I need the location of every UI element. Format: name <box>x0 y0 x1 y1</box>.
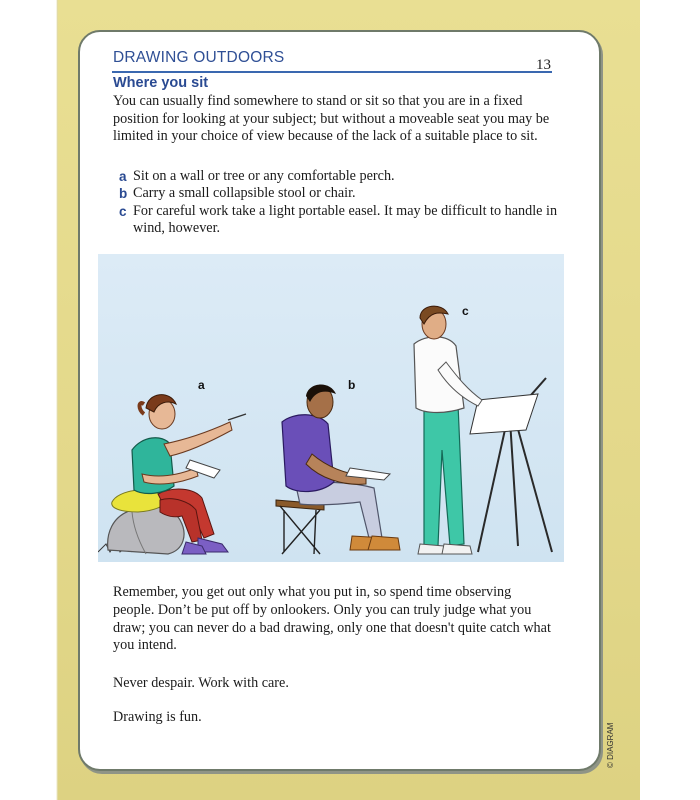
list-letter: a <box>119 169 127 184</box>
sitting-positions-illustration <box>98 254 564 562</box>
fun-line: Drawing is fun. <box>113 709 202 725</box>
intro-paragraph: You can usually find somewhere to stand or sit so that you are in a fixed position for looking at your subject; but without a moveable seat you may be limited in your choice of view because of the lack of a suitable place to sit. <box>113 93 550 145</box>
figure-label-b: b <box>348 378 356 392</box>
list-item-text: Carry a small collapsible stool or chair. <box>133 185 356 202</box>
figure-label-a: a <box>198 378 205 392</box>
list-item <box>119 203 559 238</box>
figure-label-c: c <box>462 304 469 318</box>
tips-list <box>119 168 559 237</box>
page-edge-right <box>640 0 700 800</box>
section-heading: Where you sit <box>113 75 209 91</box>
page-edge-left <box>0 0 62 800</box>
remember-paragraph: Remember, you get out only what you put in, so spend time observing people. Don’t be put off by onlookers. Only you can truly judge what you draw; you can never do a bad drawing, only one that doesn't quite catch what you intend. <box>113 584 551 654</box>
despair-line: Never despair. Work with care. <box>113 675 289 691</box>
illustration-drawing <box>98 254 564 562</box>
figure-a <box>108 395 246 554</box>
list-letter: b <box>119 186 128 202</box>
list-item-text: Sit on a wall or tree or any comfortable perch. <box>133 168 395 184</box>
copyright-notice: © DIAGRAM <box>606 722 615 768</box>
page-number: 13 <box>536 57 551 73</box>
list-item <box>119 185 559 202</box>
list-letter: c <box>119 203 127 219</box>
figure-b <box>276 384 400 554</box>
list-item <box>119 168 559 185</box>
list-item-text: For careful work take a light portable easel. It may be difficult to handle in wind, however. <box>133 202 558 236</box>
chapter-title: DRAWING OUTDOORS <box>113 49 285 66</box>
header-rule <box>112 71 552 73</box>
figure-c <box>414 306 552 554</box>
